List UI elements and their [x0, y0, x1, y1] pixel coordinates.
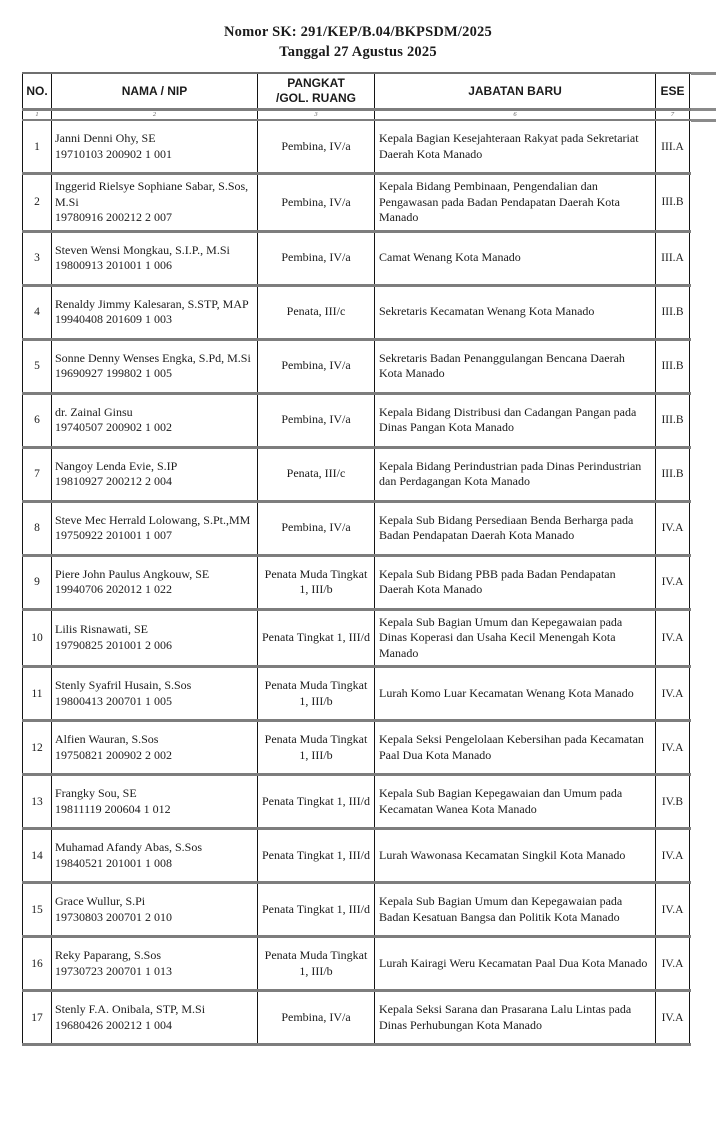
eselon-cell: III.B: [655, 341, 690, 392]
header-rule-stub-top: [690, 72, 716, 75]
pangkat-cell: Pembina, IV/a: [257, 341, 374, 392]
jabatan-baru-cell: Kepala Sub Bidang PBB pada Badan Pendapatan Daerah Kota Manado: [374, 557, 655, 608]
employee-nip: 19940408 201609 1 003: [55, 312, 172, 326]
sk-number-line: Nomor SK: 291/KEP/B.04/BKPSDM/2025: [224, 24, 492, 40]
pangkat-cell: Penata Muda Tingkat 1, III/b: [257, 722, 374, 773]
pangkat-cell: Penata Tingkat 1, III/d: [257, 884, 374, 935]
sk-date-line: Tanggal 27 Agustus 2025: [279, 44, 437, 60]
sk-mutation-table: [22, 72, 691, 1046]
employee-name: Nangoy Lenda Evie, S.IP: [55, 458, 178, 473]
table-row: [22, 722, 691, 776]
eselon-cell: III.B: [655, 175, 690, 230]
table-body: [22, 121, 691, 1046]
eselon-cell: IV.B: [655, 776, 690, 827]
employee-name: Grace Wullur, S.Pi: [55, 894, 146, 908]
name-nip-cell: [51, 884, 257, 935]
pangkat-cell: Pembina, IV/a: [257, 175, 374, 230]
column-number-4: 6: [374, 111, 655, 119]
name-nip-cell: [51, 992, 257, 1043]
eselon-cell: III.B: [655, 395, 690, 446]
header-cell-nama-nip: NAMA / NIP: [51, 74, 257, 108]
employee-nip: 19740507 200902 1 002: [55, 420, 172, 434]
row-number-cell: 2: [22, 175, 51, 230]
table-row: [22, 992, 691, 1046]
row-number-cell: 7: [22, 449, 51, 500]
row-number-cell: 13: [22, 776, 51, 827]
jabatan-baru-cell: Sekretaris Badan Penanggulangan Bencana Daerah Kota Manado: [374, 341, 655, 392]
pangkat-cell: Penata Tingkat 1, III/d: [257, 776, 374, 827]
jabatan-baru-cell: Lurah Kairagi Weru Kecamatan Paal Dua Kota Manado: [374, 938, 655, 989]
row-number-cell: 9: [22, 557, 51, 608]
jabatan-baru-cell: Camat Wenang Kota Manado: [374, 233, 655, 284]
column-number-2: 2: [51, 111, 257, 119]
employee-nip: 19710103 200902 1 001: [55, 146, 172, 161]
name-nip-cell: [51, 668, 257, 719]
table-row: [22, 830, 691, 884]
employee-nip: 19680426 200212 1 004: [55, 1017, 172, 1032]
column-number-1: 1: [22, 111, 51, 119]
header-cell-jabatan-baru: JABATAN BARU: [374, 74, 655, 108]
name-nip-cell: [51, 722, 257, 773]
pangkat-cell: Penata, III/c: [257, 287, 374, 338]
name-nip-cell: [51, 287, 257, 338]
name-nip-cell: [51, 341, 257, 392]
table-row: [22, 233, 691, 287]
employee-name: dr. Zainal Ginsu: [55, 404, 133, 419]
eselon-cell: IV.A: [655, 992, 690, 1043]
row-number-cell: 17: [22, 992, 51, 1043]
employee-nip: 19730723 200701 1 013: [55, 963, 172, 978]
header-cell-pangkat: [257, 74, 374, 108]
row-number-cell: 14: [22, 830, 51, 881]
employee-nip: 19750922 201001 1 007: [55, 528, 172, 542]
jabatan-baru-cell: Kepala Bidang Pembinaan, Pengendalian dan Pengawasan pada Badan Pendapatan Daerah Kota Manado: [374, 175, 655, 230]
eselon-cell: IV.A: [655, 830, 690, 881]
row-number-cell: 1: [22, 121, 51, 172]
name-nip-cell: [51, 233, 257, 284]
employee-name: Reky Paparang, S.Sos: [55, 948, 161, 962]
employee-name: Renaldy Jimmy Kalesaran, S.STP, MAP: [55, 296, 249, 311]
table-row: [22, 287, 691, 341]
employee-name: Sonne Denny Wenses Engka, S.Pd, M.Si: [55, 350, 251, 365]
row-number-cell: 6: [22, 395, 51, 446]
pangkat-cell: Penata, III/c: [257, 449, 374, 500]
eselon-cell: IV.A: [655, 557, 690, 608]
name-nip-cell: [51, 611, 257, 666]
pangkat-cell: Pembina, IV/a: [257, 233, 374, 284]
jabatan-baru-cell: Kepala Sub Bagian Umum dan Kepegawaian pada Dinas Koperasi dan Usaha Kecil Menengah Kota Manado: [374, 611, 655, 666]
employee-name: Janni Denni Ohy, SE: [55, 131, 156, 145]
table-header-row: [22, 74, 691, 111]
jabatan-baru-cell: Kepala Seksi Sarana dan Prasarana Lalu Lintas pada Dinas Perhubungan Kota Manado: [374, 992, 655, 1043]
eselon-cell: III.A: [655, 233, 690, 284]
eselon-cell: IV.A: [655, 611, 690, 666]
name-nip-cell: [51, 776, 257, 827]
name-nip-cell: [51, 175, 257, 230]
pangkat-cell: Penata Tingkat 1, III/d: [257, 611, 374, 666]
employee-name: Lilis Risnawati, SE: [55, 622, 148, 637]
table-row: [22, 395, 691, 449]
row-number-cell: 5: [22, 341, 51, 392]
header-rule-stub-mid: [690, 108, 716, 111]
column-number-5: 7: [655, 111, 690, 119]
row-number-cell: 15: [22, 884, 51, 935]
row-number-cell: 8: [22, 503, 51, 554]
eselon-cell: III.B: [655, 449, 690, 500]
pangkat-cell: Pembina, IV/a: [257, 395, 374, 446]
table-row: [22, 557, 691, 611]
employee-nip: 19780916 200212 2 007: [55, 210, 172, 224]
pangkat-cell: Penata Muda Tingkat 1, III/b: [257, 557, 374, 608]
table-row: [22, 121, 691, 175]
employee-name: Steven Wensi Mongkau, S.I.P., M.Si: [55, 242, 230, 257]
column-number-3: 3: [257, 111, 374, 119]
name-nip-cell: [51, 395, 257, 446]
eselon-cell: IV.A: [655, 884, 690, 935]
table-row: [22, 938, 691, 992]
pangkat-cell: Penata Tingkat 1, III/d: [257, 830, 374, 881]
employee-name: Stenly F.A. Onibala, STP, M.Si: [55, 1002, 206, 1016]
eselon-cell: IV.A: [655, 722, 690, 773]
jabatan-baru-cell: Kepala Bidang Distribusi dan Cadangan Pangan pada Dinas Pangan Kota Manado: [374, 395, 655, 446]
eselon-cell: IV.A: [655, 668, 690, 719]
employee-nip: 19750821 200902 2 002: [55, 747, 172, 762]
employee-name: Piere John Paulus Angkouw, SE: [55, 566, 210, 581]
employee-nip: 19840521 201001 1 008: [55, 855, 172, 870]
row-number-cell: 16: [22, 938, 51, 989]
table-row: [22, 884, 691, 938]
table-row: [22, 668, 691, 722]
eselon-cell: III.A: [655, 121, 690, 172]
jabatan-baru-cell: Kepala Sub Bagian Kepegawaian dan Umum pada Kecamatan Wanea Kota Manado: [374, 776, 655, 827]
employee-name: Steve Mec Herrald Lolowang, S.Pt.,MM: [55, 512, 251, 527]
eselon-cell: IV.A: [655, 503, 690, 554]
employee-name: Muhamad Afandy Abas, S.Sos: [55, 840, 202, 854]
employee-name: Frangky Sou, SE: [55, 786, 137, 800]
jabatan-baru-cell: Kepala Bidang Perindustrian pada Dinas Perindustrian dan Perdagangan Kota Manado: [374, 449, 655, 500]
document-header: [0, 22, 716, 62]
header-cell-ese: ESE: [655, 74, 690, 108]
employee-name: Inggerid Rielsye Sophiane Sabar, S.Sos, M.Si: [55, 179, 249, 209]
name-nip-cell: [51, 830, 257, 881]
row-number-cell: 11: [22, 668, 51, 719]
row-number-cell: 12: [22, 722, 51, 773]
eselon-cell: III.B: [655, 287, 690, 338]
employee-nip: 19730803 200701 2 010: [55, 909, 172, 924]
row-number-cell: 10: [22, 611, 51, 666]
pangkat-cell: Pembina, IV/a: [257, 503, 374, 554]
employee-nip: 19800413 200701 1 005: [55, 693, 172, 708]
eselon-cell: IV.A: [655, 938, 690, 989]
table-row: [22, 611, 691, 669]
pangkat-cell: Penata Muda Tingkat 1, III/b: [257, 668, 374, 719]
employee-name: Alfien Wauran, S.Sos: [55, 732, 159, 746]
header-pangkat-line2: /GOL. RUANG: [276, 91, 356, 105]
jabatan-baru-cell: Kepala Sub Bagian Umum dan Kepegawaian pada Badan Kesatuan Bangsa dan Politik Kota Manado: [374, 884, 655, 935]
name-nip-cell: [51, 938, 257, 989]
table-row: [22, 341, 691, 395]
jabatan-baru-cell: Lurah Komo Luar Kecamatan Wenang Kota Manado: [374, 668, 655, 719]
employee-nip: 19940706 202012 1 022: [55, 582, 172, 596]
table-row: [22, 776, 691, 830]
jabatan-baru-cell: Kepala Seksi Pengelolaan Kebersihan pada Kecamatan Paal Dua Kota Manado: [374, 722, 655, 773]
jabatan-baru-cell: Lurah Wawonasa Kecamatan Singkil Kota Manado: [374, 830, 655, 881]
pangkat-cell: Pembina, IV/a: [257, 992, 374, 1043]
table-row: [22, 503, 691, 557]
name-nip-cell: [51, 121, 257, 172]
employee-nip: 19790825 201001 2 006: [55, 637, 172, 652]
table-row: [22, 449, 691, 503]
header-pangkat-line1: PANGKAT: [287, 76, 345, 90]
employee-nip: 19690927 199802 1 005: [55, 366, 172, 380]
employee-nip: 19800913 201001 1 006: [55, 258, 172, 272]
column-number-row: [22, 111, 691, 121]
jabatan-baru-cell: Sekretaris Kecamatan Wenang Kota Manado: [374, 287, 655, 338]
employee-nip: 19810927 200212 2 004: [55, 474, 172, 488]
name-nip-cell: [51, 449, 257, 500]
header-cell-no: NO.: [22, 74, 51, 108]
row-number-cell: 4: [22, 287, 51, 338]
employee-name: Stenly Syafril Husain, S.Sos: [55, 678, 192, 692]
jabatan-baru-cell: Kepala Bagian Kesejahteraan Rakyat pada Sekretariat Daerah Kota Manado: [374, 121, 655, 172]
table-row: [22, 175, 691, 233]
jabatan-baru-cell: Kepala Sub Bidang Persediaan Benda Berharga pada Badan Pendapatan Daerah Kota Manado: [374, 503, 655, 554]
employee-nip: 19811119 200604 1 012: [55, 801, 171, 816]
row-number-cell: 3: [22, 233, 51, 284]
pangkat-cell: Pembina, IV/a: [257, 121, 374, 172]
name-nip-cell: [51, 503, 257, 554]
header-rule-stub-bottom: [690, 119, 716, 122]
name-nip-cell: [51, 557, 257, 608]
pangkat-cell: Penata Muda Tingkat 1, III/b: [257, 938, 374, 989]
